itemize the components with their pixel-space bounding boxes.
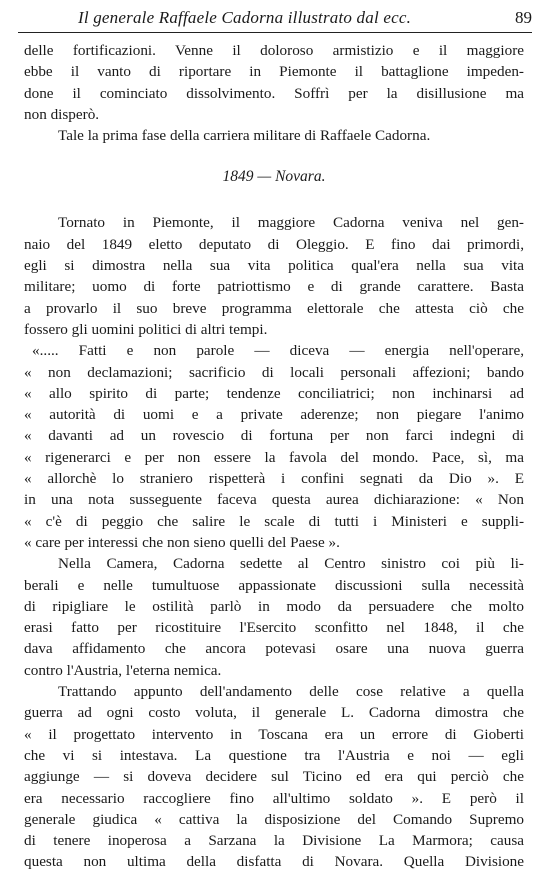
- section-title: 1849 — Novara.: [222, 168, 326, 186]
- quote-line: « autorità di uomi e a private aderenze; non piegare l'animo: [24, 406, 524, 424]
- quote-line: «..... Fatti e non parole — diceva — energia nell'operare,: [32, 342, 524, 360]
- text-line: naio del 1849 eletto deputato di Oleggio. E fino dai primordi,: [24, 235, 524, 253]
- text-line: fossero gli uomini politici di altri tempi.: [24, 320, 268, 338]
- page-header: [18, 6, 532, 33]
- text-line: a provarlo il suo breve programma elettorale che attesta ciò che: [24, 299, 524, 317]
- text-line: « il progettato intervento in Toscana era un errore di Gioberti: [24, 725, 524, 743]
- quote-line: « non declamazioni; sacrificio di locali personali affezioni; bando: [24, 363, 524, 381]
- text-line: di tenere inoperosa a Sarzana la Divisione La Marmora; causa: [24, 832, 524, 850]
- text-line: guerra ad ogni costo voluta, il generale L. Cadorna dimostra che: [24, 704, 524, 722]
- text-line: che vi si intestava. La questione tra l'Austria e noi — egli: [24, 746, 524, 764]
- text-line: Nella Camera, Cadorna sedette al Centro sinistro coi più li-: [58, 555, 524, 573]
- text-line: done il cominciato dissolvimento. Soffrì per la disillusione ma: [24, 84, 524, 102]
- text-line: egli si dimostra nella sua vita politica qual'era nella sua vita: [24, 257, 524, 275]
- text-line: generale giudica « cattiva la disposizione del Comando Supremo: [24, 810, 524, 828]
- quote-line: « rigenerarci e per non essere la favola del mondo. Pace, sì, ma: [24, 448, 524, 466]
- text-line: non disperò.: [24, 105, 100, 123]
- text-line: questa non ultima della disfatta di Novara. Quella Divisione: [24, 853, 524, 871]
- text-line: era necessario raccogliere fino all'ultimo soldato ». E però il: [24, 789, 524, 807]
- text-line: Trattando appunto dell'andamento delle cose relative a quella: [58, 683, 524, 701]
- text-line: berali e nelle tumultuose appassionate discussioni sulla necessità: [24, 576, 524, 594]
- text-line: dava affidamento che ancora potevasi osare una nuova guerra: [24, 640, 524, 658]
- text-line: Tale la prima fase della carriera militare di Raffaele Cadorna.: [58, 127, 431, 145]
- quote-line: « allo spirito di parte; tendenze conciliatrici; non inchinarsi ad: [24, 384, 524, 402]
- page-text: [24, 40, 524, 873]
- running-title: Il generale Raffaele Cadorna illustrato dal ecc.: [78, 8, 412, 27]
- text-line: in una nota susseguente faceva questa aurea dichiarazione: « Non: [24, 491, 524, 509]
- quote-line: « allorchè lo straniero rispetterà i confini segnati da Dio ». E: [24, 470, 524, 488]
- text-line: contro l'Austria, l'eterna nemica.: [24, 661, 222, 679]
- text-line: Tornato in Piemonte, il maggiore Cadorna veniva nel gen-: [58, 214, 524, 232]
- text-line: militare; uomo di forte patriottismo e di grande carattere. Basta: [24, 278, 524, 296]
- text-line: erasi fatto per ricostituire l'Esercito sconfitto nel 1848, il che: [24, 619, 524, 637]
- quote-line: « care per interessi che non sieno quelli del Paese ».: [24, 533, 340, 551]
- page-number: 89: [515, 8, 532, 27]
- text-line: di ripigliare le ostilità parlò in modo da persuadere che molto: [24, 597, 524, 615]
- text-line: delle fortificazioni. Venne il doloroso armistizio e il maggiore: [24, 42, 524, 59]
- text-line: aggiunge — si doveva decidere sul Ticino ed era qui perciò che: [24, 768, 524, 786]
- quote-line: « davanti ad un rovescio di fortuna per non farci indegni di: [24, 427, 524, 445]
- text-line: ebbe il vanto di riportare in Piemonte il battaglione impeden-: [24, 63, 524, 81]
- quote-line: « c'è di peggio che salire le scale di tutti i Ministeri e suppli-: [24, 512, 524, 530]
